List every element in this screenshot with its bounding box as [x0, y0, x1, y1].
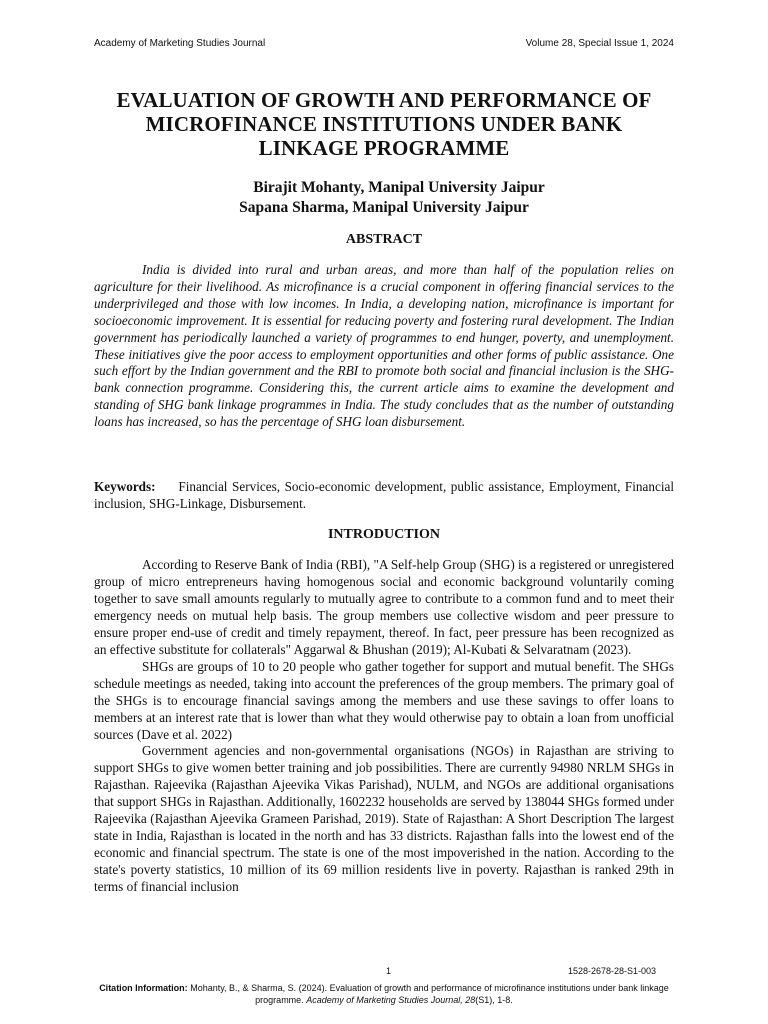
citation-journal: Academy of Marketing Studies Journal, 28	[306, 994, 476, 1005]
citation-issue: (S1), 1-8.	[475, 994, 513, 1005]
document-code: 1528-2678-28-S1-003	[568, 966, 657, 976]
keywords	[94, 478, 674, 512]
author-list	[94, 178, 674, 218]
citation-label: Citation Information:	[99, 983, 188, 993]
intro-paragraph-1: According to Reserve Bank of India (RBI), "A Self-help Group (SHG) is a registered or unregistered group of micro entrepreneurs having homogenous social and economic background voluntarily coming together to save small amounts regularly to mutually agree to contribute to a common fund and to meet their emergency needs on mutual help basis. The group members use collective wisdom and peer pressure to ensure proper end-use of credit and timely repayment, thereof. In fact, peer pressure has been recognized as an effective substitute for collaterals" Aggarwal & Bhushan (2019); Al-Kubati & Selvaratnam (2023).	[94, 557, 675, 657]
running-header-volume: Volume 28, Special Issue 1, 2024	[525, 38, 674, 49]
abstract-text: India is divided into rural and urban areas, and more than half of the population relies on agriculture for their livelihood. As microfinance is a crucial component in offering financial services to the underprivileged and those with low incomes. In India, a developing nation, microfinance is important for socioeconomic improvement. It is essential for reducing poverty and fostering rural development. The Indian government has periodically launched a variety of programmes to end hunger, poverty, and unemployment. These initiatives give the poor access to employment opportunities and other forms of public assistance. One such effort by the Indian government and the RBI to promote both social and financial inclusion is the SHG-bank connection programme. Considering this, the current article aims to examine the development and standing of SHG bank linkage programmes in India. The study concludes that as the number of outstanding loans has increased, so has the percentage of SHG loan disbursement.	[94, 262, 674, 430]
citation-information	[94, 983, 674, 1006]
keywords-label: Keywords:	[94, 479, 156, 494]
keywords-text: Financial Services, Socio-economic development, public assistance, Employment, Financial inclusion, SHG-Linkage, Disbursement.	[94, 479, 675, 511]
introduction-body	[94, 557, 674, 896]
intro-paragraph-3: Government agencies and non-governmental organisations (NGOs) in Rajasthan are striving to support SHGs to give women better training and job possibilities. There are currently 94980 NRLM SHGs in Rajasthan. Rajeevika (Rajasthan Ajeevika Vikas Parishad), NULM, and NGOs are additional organisations that support SHGs in Rajasthan. Additionally, 1602232 households are served by 138044 SHGs formed under Rajeevika (Rajasthan Ajeevika Grameen Parishad, 2019). State of Rajasthan: A Short Description The largest state in India, Rajasthan is located in the north and has 33 districts. Rajasthan falls into the lowest end of the economic and financial spectrum. The state is one of the most impoverished in the nation. According to the state's poverty statistics, 10 million of its 69 million residents live in poverty. Rajasthan is ranked 29th in terms of financial inclusion	[94, 743, 674, 895]
author-1: Birajit Mohanty, Manipal University Jaipur	[253, 179, 545, 196]
abstract-heading: ABSTRACT	[345, 232, 423, 247]
paper-title: EVALUATION OF GROWTH AND PERFORMANCE OF MICROFINANCE INSTITUTIONS UNDER BANK LINKAGE PROGRAMME	[116, 88, 652, 160]
intro-paragraph-2: SHGs are groups of 10 to 20 people who gather together for support and mutual benefit. The SHGs schedule meetings as needed, taking into account the preferences of the group members. The primary goal of the SHGs is to encourage financial savings among the members and use these savings to offer loans to members at an interest rate that is lower than what they would otherwise pay to obtain a loan from unofficial sources (Dave et al. 2022)	[94, 658, 674, 742]
citation-text: Mohanty, B., & Sharma, S. (2024). Evaluation of growth and performance of microfinance institutions under bank linkage programme.	[190, 983, 669, 1005]
page-number: 1	[386, 966, 392, 976]
running-header-journal: Academy of Marketing Studies Journal	[94, 38, 266, 49]
author-2: Sapana Sharma, Manipal University Jaipur	[239, 199, 529, 216]
introduction-heading: INTRODUCTION	[327, 527, 440, 542]
